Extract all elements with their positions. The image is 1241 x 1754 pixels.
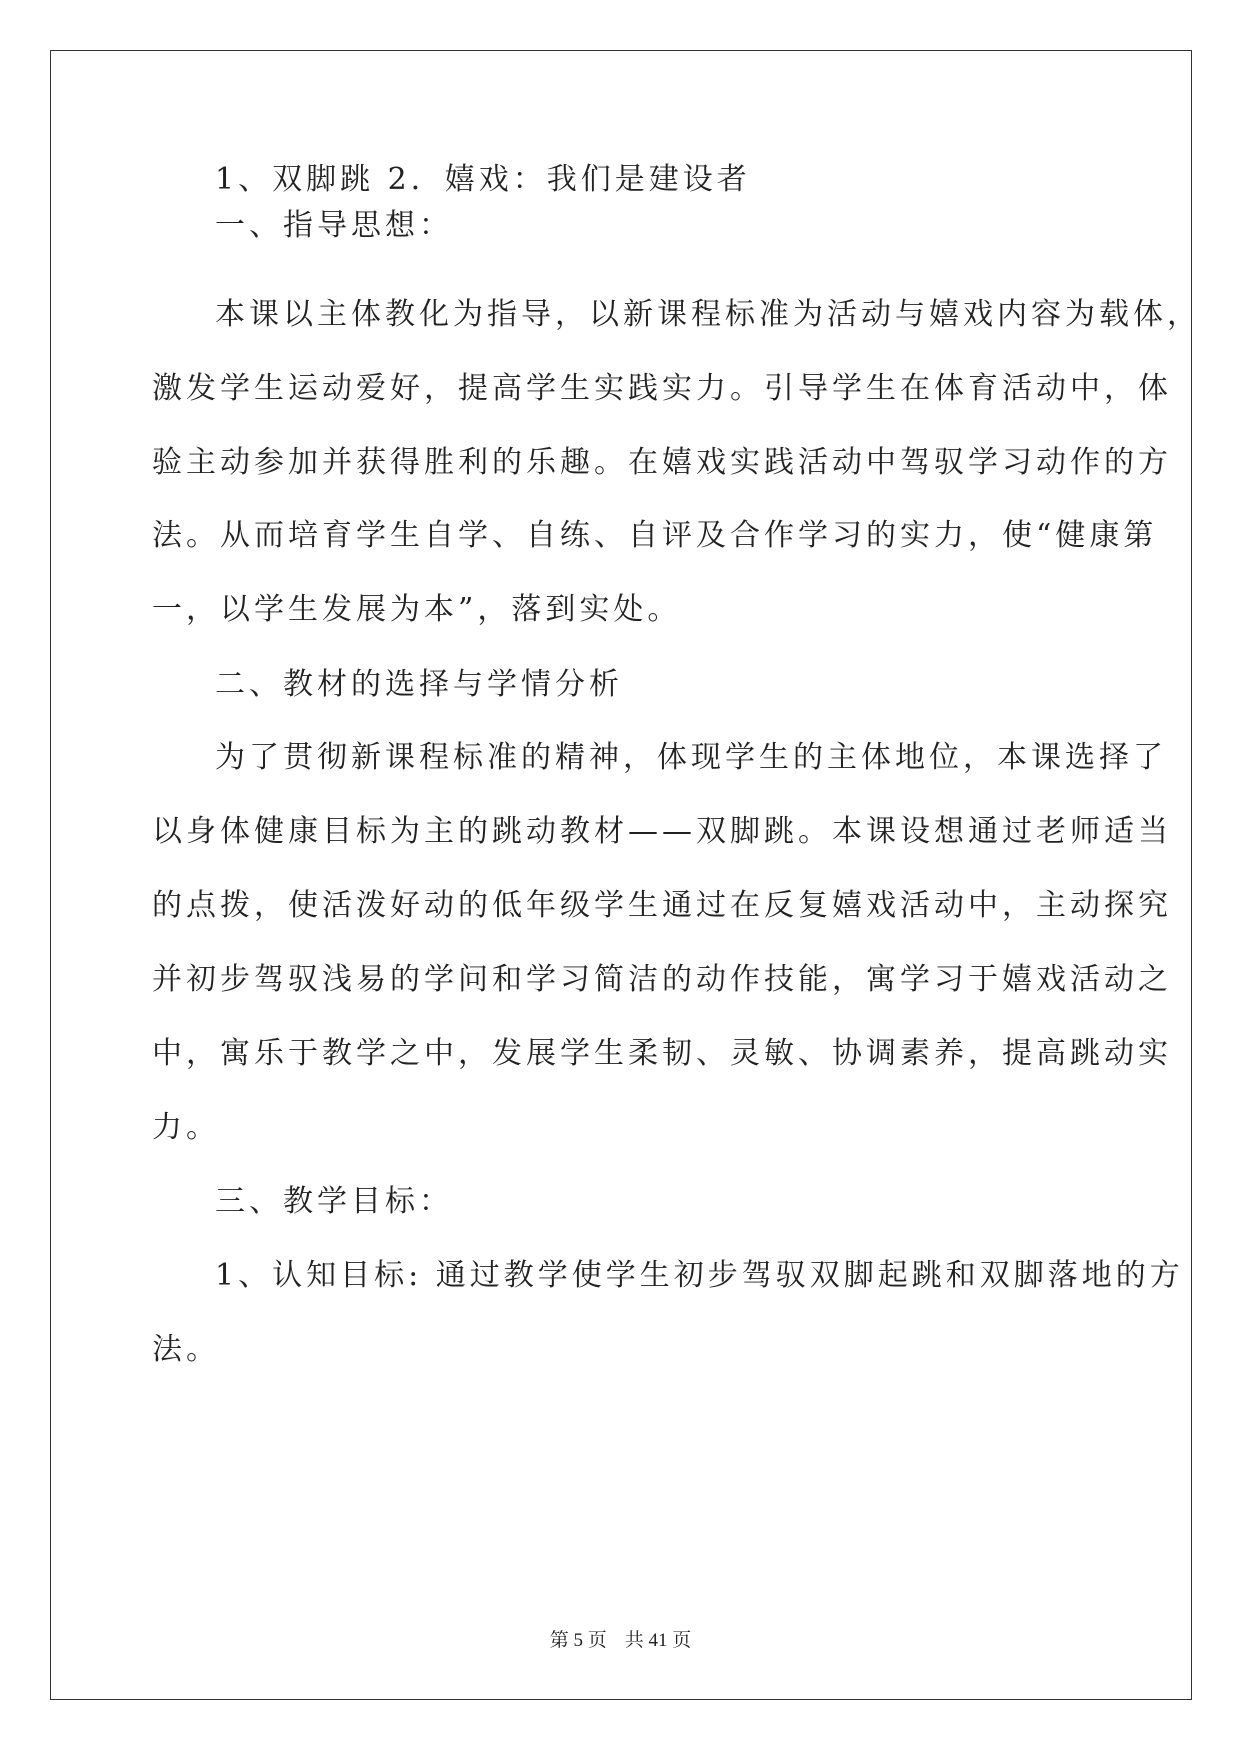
- text-line: 验主动参加并获得胜利的乐趣。在嬉戏实践活动中驾驭学习动作的方: [152, 445, 1172, 480]
- page-footer: [0, 1629, 1241, 1653]
- text-line: 以身体健康目标为主的跳动教材——双脚跳。本课设想通过老师适当: [152, 814, 1172, 849]
- text-line: 为了贯彻新课程标准的精神，体现学生的主体地位，本课选择了: [215, 740, 1167, 775]
- text-line: 法。: [152, 1332, 220, 1367]
- text-line: 一，以学生发展为本”，落到实处。: [152, 592, 682, 627]
- text-line: 中，寓乐于教学之中，发展学生柔韧、灵敏、协调素养，提高跳动实: [152, 1036, 1172, 1071]
- page-number: 第 5 页: [549, 1630, 607, 1651]
- text-line: 力。: [152, 1110, 220, 1145]
- text-line: 法。从而培育学生自学、自练、自评及合作学习的实力，使“健康第: [152, 518, 1158, 553]
- text-line: 1、认知目标: 通过教学使学生初步驾驭双脚起跳和双脚落地的方: [215, 1258, 1184, 1293]
- text-line: 的点拨，使活泼好动的低年级学生通过在反复嬉戏活动中，主动探究: [152, 888, 1172, 923]
- text-line: 并初步驾驭浅易的学问和学习简洁的动作技能，寓学习于嬉戏活动之: [152, 962, 1172, 997]
- text-line: 1、双脚跳 2．嬉戏：我们是建设者: [215, 162, 751, 197]
- page-total: 共 41 页: [624, 1630, 692, 1651]
- section-heading: 二、教材的选择与学情分析: [215, 667, 623, 702]
- section-heading: 一、指导思想：: [215, 208, 453, 243]
- text-line: 激发学生运动爱好，提高学生实践实力。引导学生在体育活动中，体: [152, 371, 1172, 406]
- section-heading: 三、教学目标：: [215, 1184, 453, 1219]
- text-line: 本课以主体教化为指导，以新课程标准为活动与嬉戏内容为载体，: [215, 297, 1201, 332]
